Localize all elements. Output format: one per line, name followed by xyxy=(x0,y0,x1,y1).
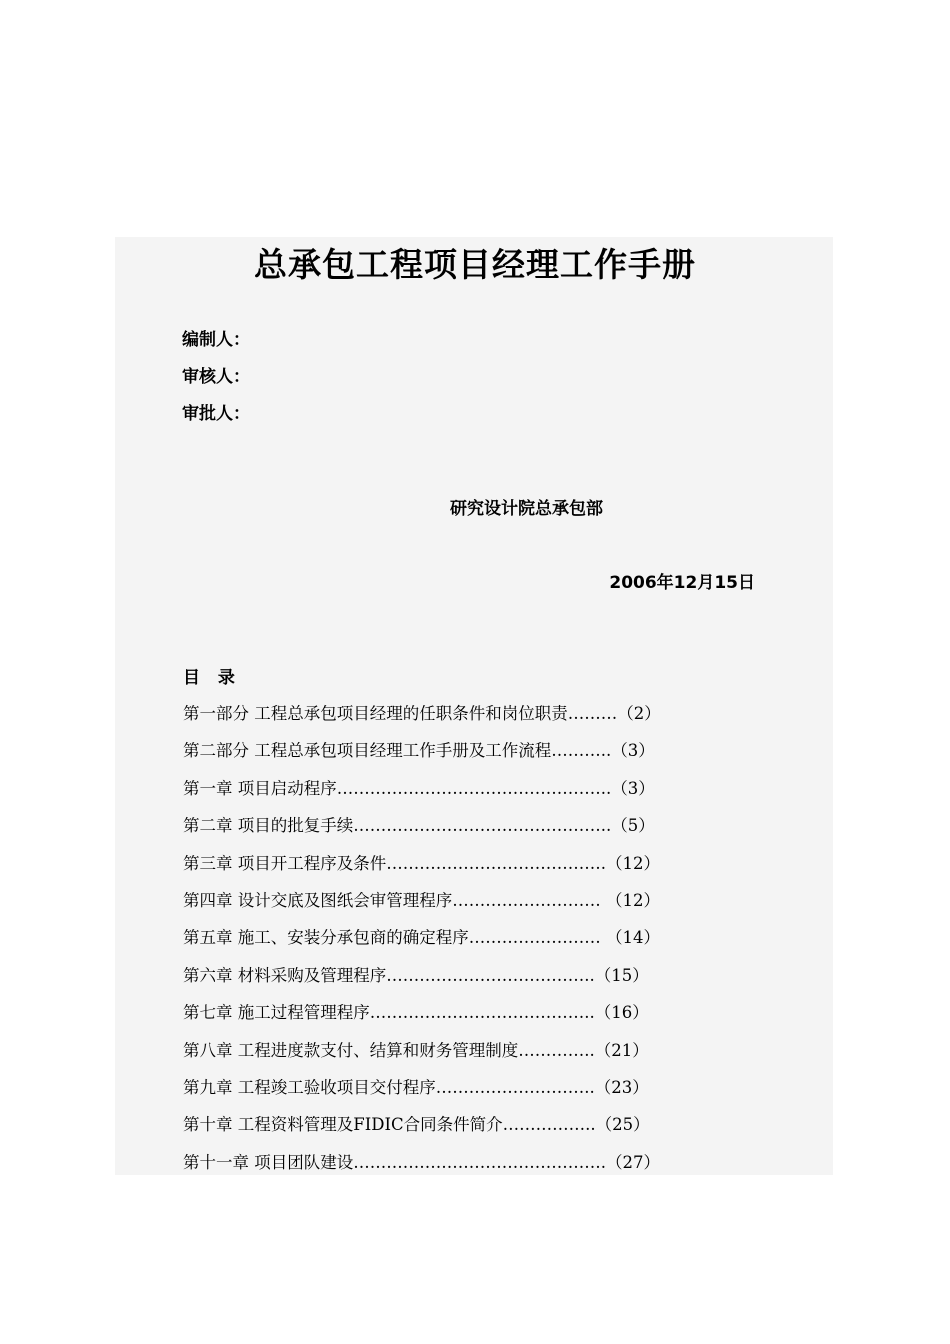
document-date: 2006年12月15日 xyxy=(609,573,755,593)
toc-entry: 第三章 项目开工程序及条件………………………………….（12） xyxy=(183,853,660,873)
organization-name: 研究设计院总承包部 xyxy=(450,499,603,519)
toc-heading: 目 录 xyxy=(183,668,241,688)
toc-entry: 第一部分 工程总承包项目经理的任职条件和岗位职责………（2） xyxy=(183,704,661,723)
toc-entry: 第二章 项目的批复手续………………………………………..（5） xyxy=(183,816,655,836)
toc-entry: 第四章 设计交底及图纸会审管理程序……………………… （12） xyxy=(183,890,660,910)
toc-entry: 第二部分 工程总承包项目经理工作手册及工作流程………..（3） xyxy=(183,741,655,761)
toc-entry: 第一章 项目启动程序…………………………………………..（3） xyxy=(183,778,655,798)
toc-entry: 第六章 材料采购及管理程序………………………………..（15） xyxy=(183,965,649,985)
document-title: 总承包工程项目经理工作手册 xyxy=(254,245,696,284)
table-of-contents xyxy=(183,702,743,1188)
toc-entry: 第八章 工程进度款支付、结算和财务管理制度…………..（21） xyxy=(183,1040,649,1060)
toc-entry: 第七章 施工过程管理程序…………………………………..（16） xyxy=(183,1003,649,1023)
reviewer-label: 审核人： xyxy=(182,367,250,387)
toc-entry: 第九章 工程竣工验收项目交付程序………………………..（23） xyxy=(183,1077,649,1097)
toc-entry: 第十章 工程资料管理及FIDIC合同条件简介……………..（25） xyxy=(183,1115,650,1135)
toc-entry: 第十一章 项目团队建设……………………………………….（27） xyxy=(183,1152,660,1172)
approver-label: 审批人： xyxy=(182,404,250,424)
toc-entry: 第五章 施工、安装分承包商的确定程序…………………… （14） xyxy=(183,928,660,948)
compiler-label: 编制人： xyxy=(182,330,250,350)
